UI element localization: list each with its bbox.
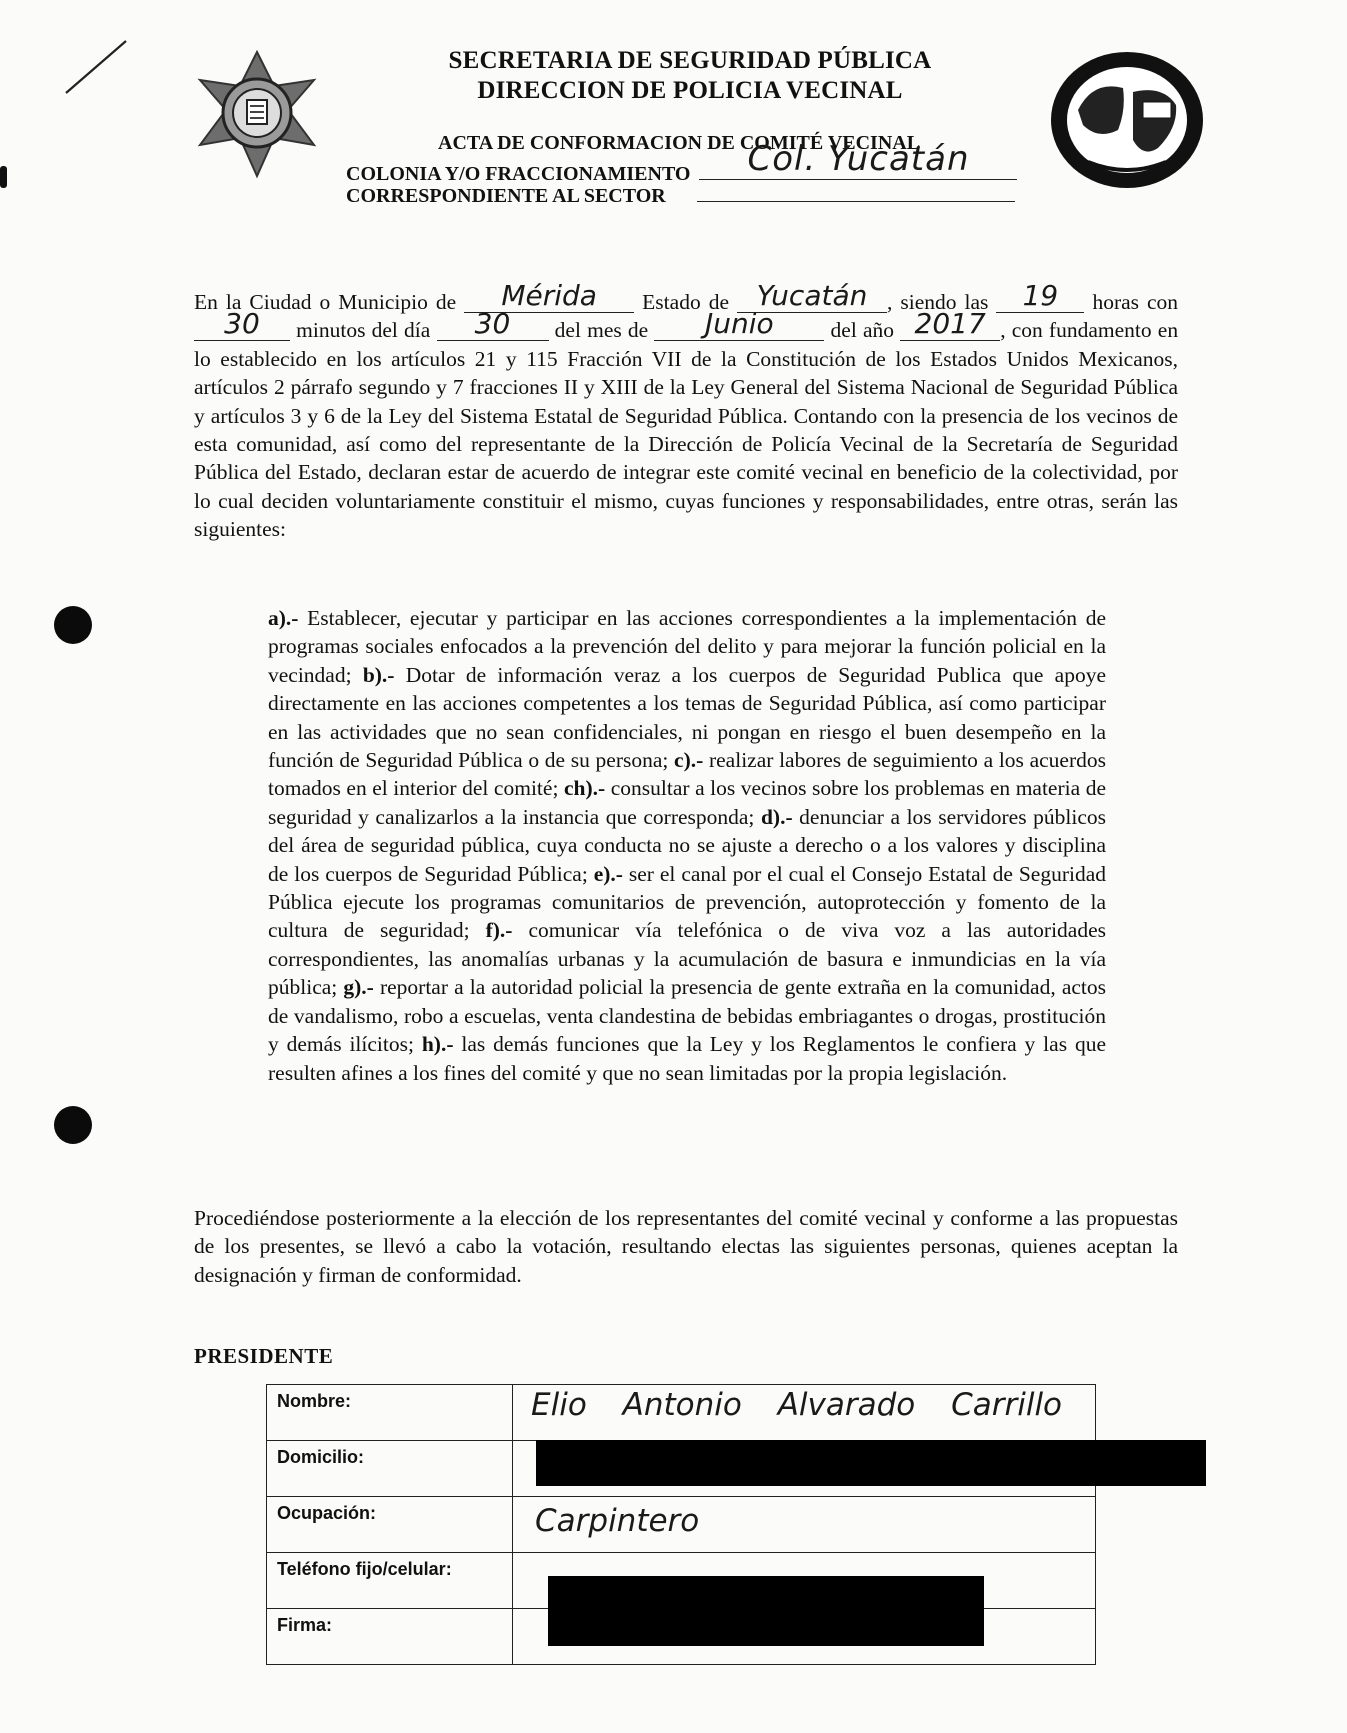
func-g-label: g).- — [343, 975, 374, 1000]
intro-text-1: En la Ciudad o Municipio de — [194, 290, 457, 314]
estado-value: Yucatán — [756, 279, 868, 312]
func-h-text: las demás funciones que la Ley y los Reglamentos le confiera y las que resulten afines a los fines del comité y que no sean limitadas por la propia legislación. — [268, 1032, 1106, 1085]
nombre-label: Nombre: — [267, 1385, 513, 1441]
func-a-label: a).- — [268, 606, 299, 630]
minutos-value: 30 — [224, 307, 260, 341]
dia-value: 30 — [474, 307, 511, 341]
firma-label: Firma: — [267, 1609, 513, 1665]
intro-text-7: del año — [830, 318, 895, 343]
municipio-value: Mérida — [501, 279, 597, 312]
firma-redaction — [548, 1576, 984, 1646]
func-ch-text: consultar a los vecinos sobre los problemas en materia de seguridad y canalizarlos a la instancia que corresponda; — [268, 776, 1106, 829]
colonia-label: COLONIA Y/O FRACCIONAMIENTO — [346, 163, 691, 185]
closing-paragraph: Procediéndose posteriormente a la elección de los representantes del comité vecinal y conforme a las propuestas de los presentes, se llevó a cabo la votación, resultando electas las siguientes personas, quienes aceptan la designación y firman de conformidad. — [194, 1206, 1178, 1287]
department-title: DIRECCION DE POLICIA VECINAL — [477, 77, 903, 104]
intro-text-3: , siendo las — [887, 290, 989, 314]
intro-text-2: Estado de — [642, 290, 729, 314]
func-c-text: realizar labores de seguimiento a los acuerdos tomados en el interior del comité; — [268, 748, 1106, 801]
police-star-emblem — [190, 50, 325, 180]
anio-value: 2017 — [914, 307, 986, 341]
colonia-field — [699, 139, 1017, 180]
func-f-text: comunicar vía telefónica o de viva voz a las autoridades correspondientes, las anomalías urbanas y la acumulación de basura e inmundicias en la vía pública; — [268, 918, 1106, 1000]
president-heading: PRESIDENTE — [194, 1344, 334, 1368]
ocupacion-value: Carpintero — [535, 1503, 700, 1539]
hora-field — [996, 279, 1084, 313]
functions-paragraph — [268, 604, 1106, 1087]
func-e-label: e).- — [593, 861, 623, 886]
edge-mark — [0, 166, 7, 188]
intro-text-4: horas con — [1092, 290, 1179, 314]
table-row-ocupacion — [267, 1497, 1096, 1553]
binder-hole-top — [54, 606, 92, 644]
func-b-text: Dotar de información veraz a los cuerpos de Seguridad Publica que apoye directamente en las acciones competentes a los temas de Seguridad Pública, así como participar en las actividades que no sean confidenciales, ni pongan en riesgo el buen desempeño en la función de Seguridad Pública o de su persona; — [268, 662, 1106, 773]
nombre-value: Elio Antonio Alvarado Carrillo — [531, 1387, 1063, 1423]
domicilio-label: Domicilio: — [267, 1441, 513, 1497]
pen-stroke-mark — [60, 35, 130, 100]
mes-value: Junio — [705, 307, 774, 341]
community-council-seal — [1048, 50, 1206, 190]
dia-field — [437, 307, 549, 341]
anio-field — [900, 307, 1000, 341]
sector-line — [346, 181, 1015, 208]
minutos-field — [194, 307, 290, 341]
binder-hole-bottom — [54, 1106, 92, 1144]
func-ch-label: ch).- — [563, 776, 606, 801]
acta-title: ACTA DE CONFORMACION DE COMITÉ VECINAL — [438, 132, 921, 154]
intro-text-6: del mes de — [554, 318, 649, 343]
agency-title: SECRETARIA DE SEGURIDAD PÚBLICA — [448, 47, 932, 74]
func-d-text: denunciar a los servidores públicos del área de seguridad pública, cuya conducta no se ajuste a derecho o a los valores y disciplina de los cuerpos de Seguridad Pública; — [268, 804, 1106, 886]
hora-value: 19 — [1022, 279, 1059, 312]
telefono-label: Teléfono fijo/celular: — [267, 1553, 513, 1609]
intro-paragraph — [194, 279, 1179, 544]
func-g-text: reportar a la autoridad policial la presencia de gente extraña en la comunidad, actos de vandalismo, robo a escuelas, venta clandestina de bebidas embriagantes o drogas, prostitución y demás ilícitos; — [268, 975, 1106, 1057]
func-a-text: Establecer, ejecutar y participar en las acciones correspondientes a la implementación de programas sociales enfocados a la prevención del delito y para mejorar la función policial en la vecindad; — [268, 606, 1106, 687]
func-b-label: b).- — [362, 662, 395, 687]
domicilio-redaction — [536, 1440, 1206, 1486]
colonia-value: Col. Yucatán — [747, 139, 970, 179]
ocupacion-cell — [513, 1497, 1096, 1553]
func-f-label: f).- — [485, 918, 513, 943]
func-h-label: h).- — [421, 1032, 454, 1057]
intro-text-8: , con fundamento en lo establecido en los artículos 21 y 115 Fracción VII de la Constitución de los Estados Unidos Mexicanos, artículos 2 párrafo segundo y 7 fracciones II y XIII de la Ley General del Sistema Nacional de Seguridad Pública y artículos 3 y 6 de la Ley del Sistema Estatal de Seguridad Pública. Contando con la presencia de los vecinos de esta comunidad, así como del representante de la Dirección de Policía Vecinal de la Secretaría de Seguridad Pública del Estado, declaran estar de acuerdo de integrar este comité vecinal en beneficio de la colectividad, por lo cual deciden voluntariamente constituir el mismo, cuyas funciones y responsabilidades, entre otras, serán las siguientes: — [194, 318, 1179, 542]
sector-label: CORRESPONDIENTE AL SECTOR — [346, 185, 666, 207]
intro-text-5: minutos del día — [296, 318, 431, 343]
ocupacion-label: Ocupación: — [267, 1497, 513, 1553]
func-e-text: ser el canal por el cual el Consejo Estatal de Seguridad Pública ejecute los programas comunitarios de prevención, autoprotección y fomento de la cultura de seguridad; — [268, 861, 1106, 943]
func-c-label: c).- — [674, 748, 704, 773]
table-row-nombre — [267, 1385, 1096, 1441]
func-d-label: d).- — [760, 804, 793, 829]
sector-field — [697, 181, 1015, 202]
nombre-cell — [513, 1385, 1096, 1441]
mes-field — [654, 307, 824, 341]
